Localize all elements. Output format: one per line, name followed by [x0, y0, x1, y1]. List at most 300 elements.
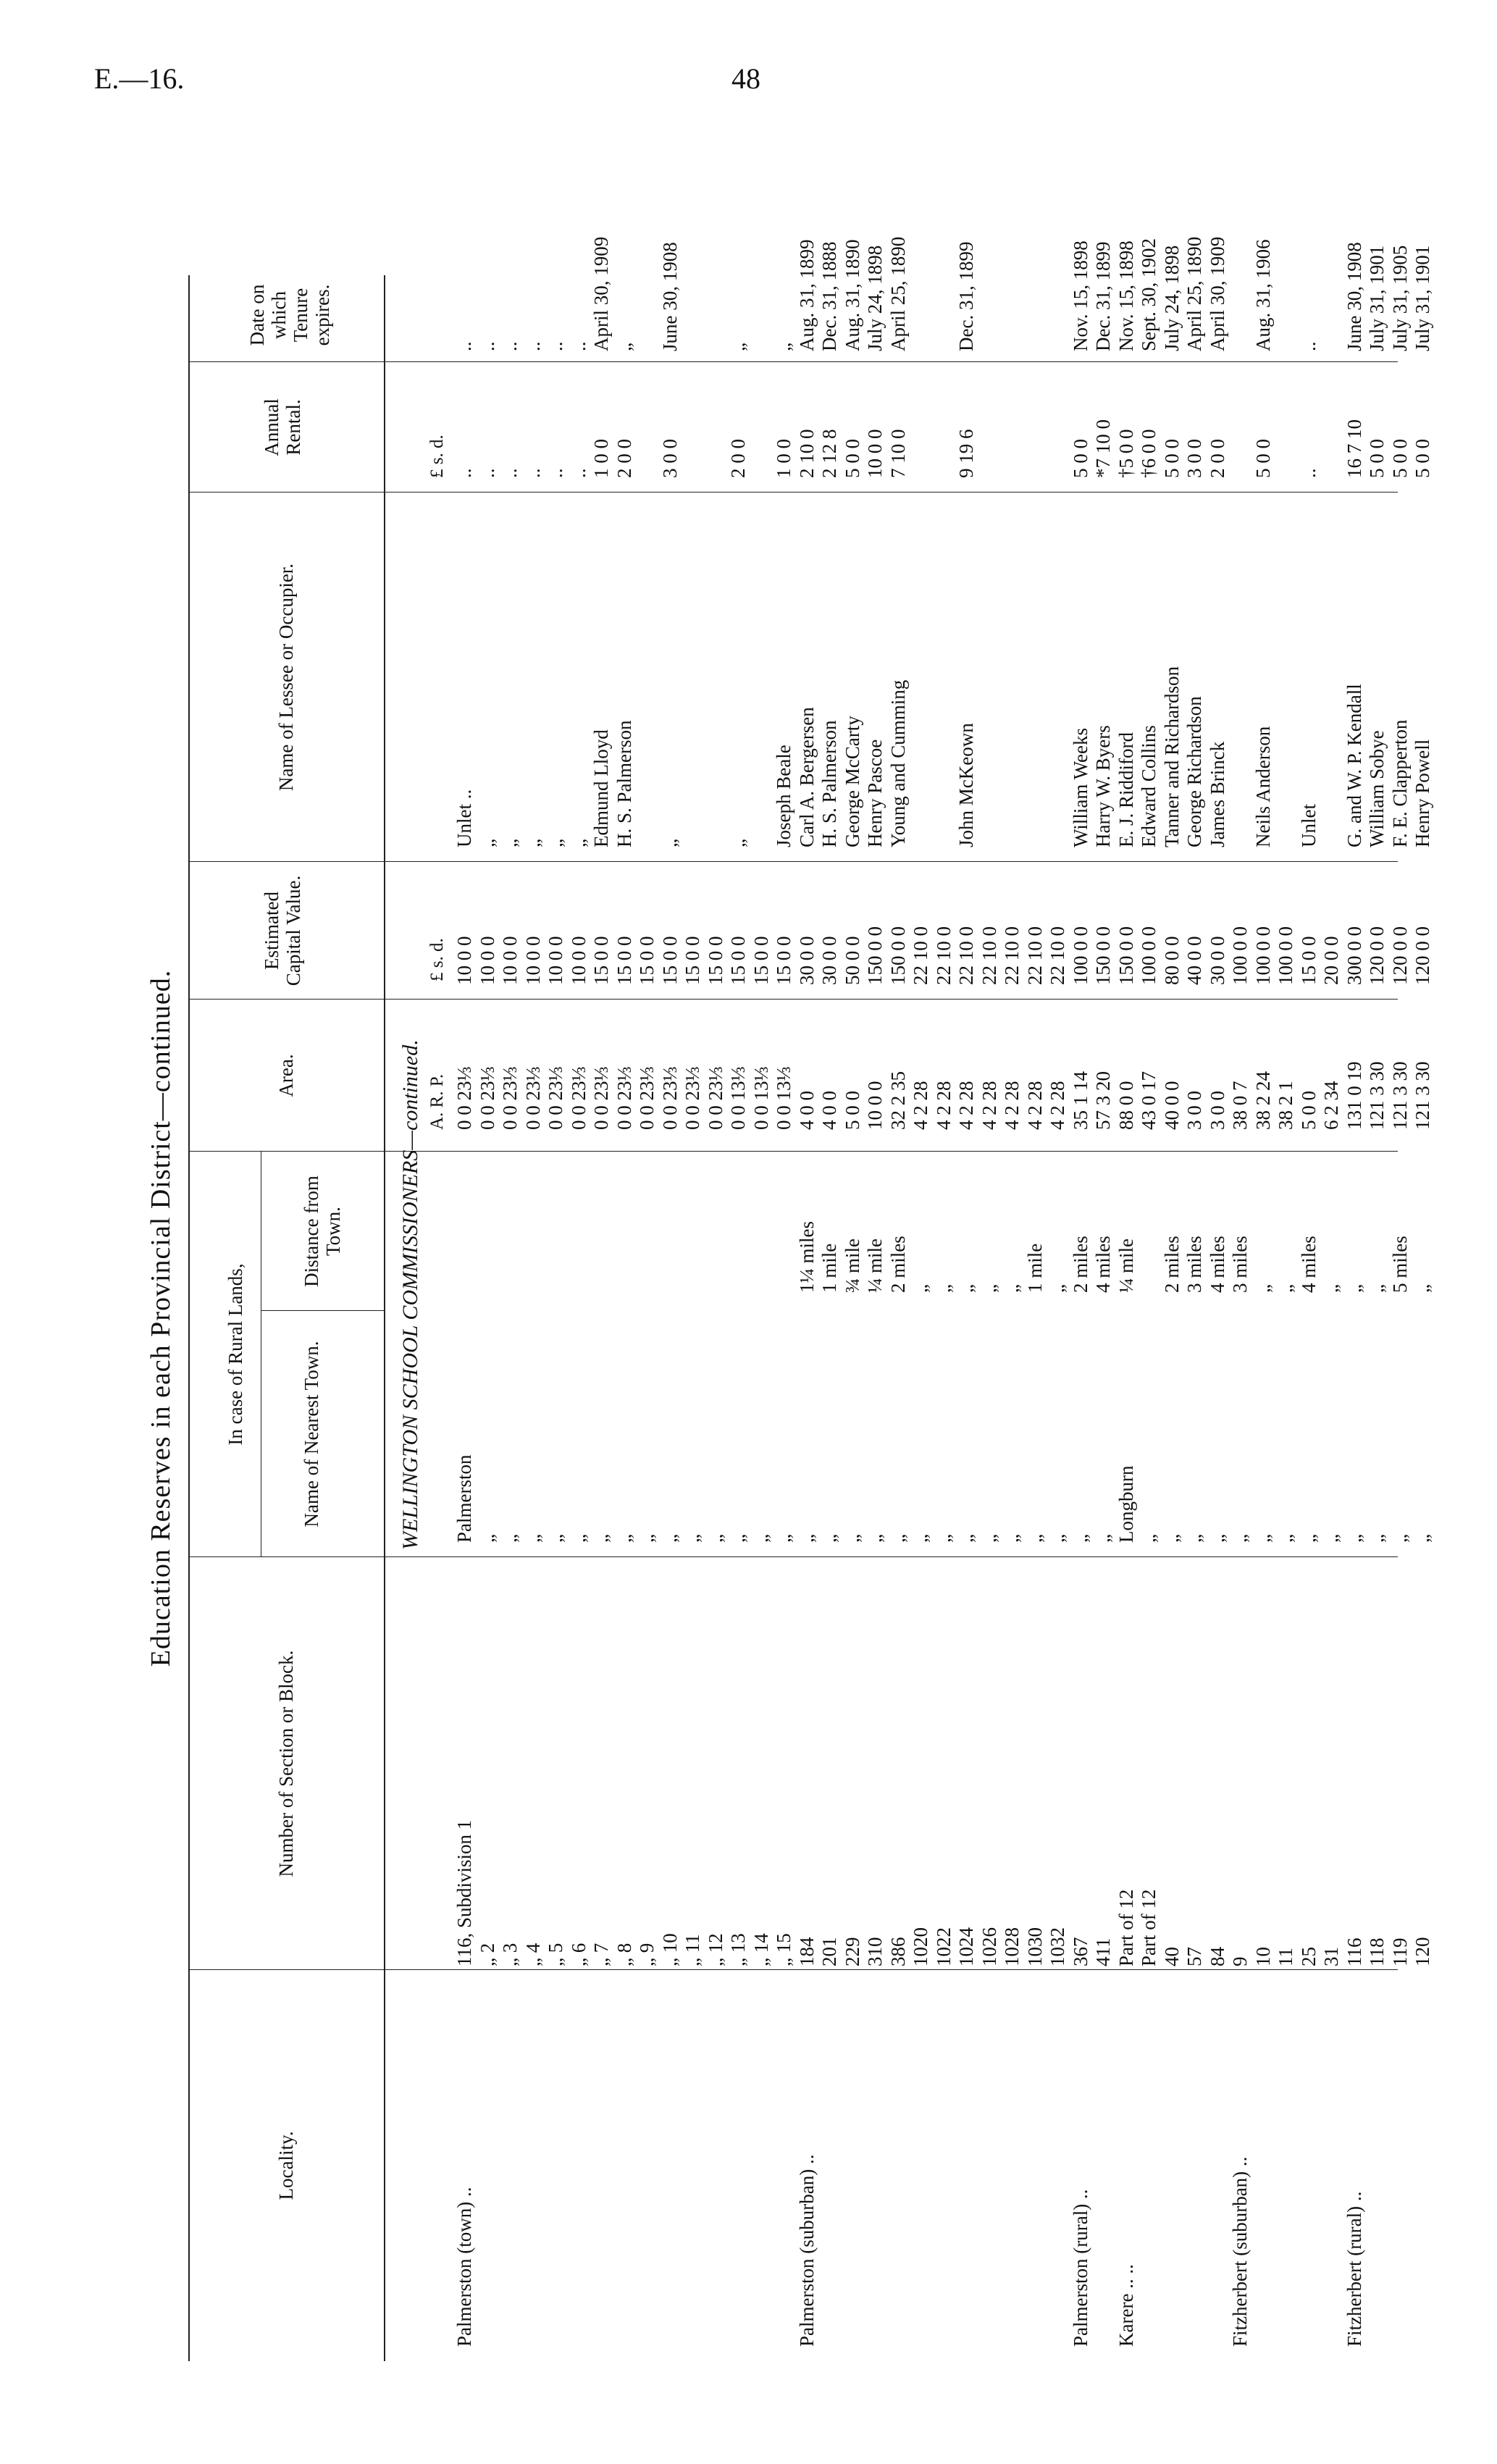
cell-area: 38 2 24: [1251, 1071, 1274, 1130]
table-row: [955, 241, 978, 2361]
col-header-number: Number of Section or Block.: [275, 1650, 297, 1877]
cell-less: Henry Powell: [1412, 739, 1433, 847]
table-row: [909, 275, 933, 2361]
cell-num: 57: [1183, 1947, 1205, 1966]
table-row: [1274, 275, 1298, 2361]
cell-num: 201: [818, 1937, 840, 1966]
cell-cap: 100 0 0: [1138, 926, 1160, 985]
cell-num: „ 2: [476, 1943, 498, 1966]
cell-dist: „: [955, 1284, 977, 1293]
rotated-table: [145, 101, 1433, 2361]
cell-num: 10: [1251, 1947, 1274, 1966]
cell-loc: Fitzherbert (suburban) ..: [1229, 2156, 1251, 2347]
table-row: [521, 275, 545, 2361]
cell-rent: 2 10 0: [795, 429, 818, 478]
cell-date: July 31, 1901: [1412, 245, 1433, 351]
cell-area: 5 0 0: [841, 1091, 863, 1130]
cell-cap: 10 0 0: [476, 936, 498, 985]
cell-num: „ 14: [750, 1933, 772, 1966]
cell-rent: †5 0 0: [1115, 429, 1137, 478]
cell-num: 25: [1297, 1947, 1320, 1966]
col-header-lessee: Name of Lessee or Occupier.: [275, 563, 297, 792]
cell-num: 116: [1343, 1937, 1365, 1966]
table-row: [567, 275, 591, 2361]
cell-rent: 5 0 0: [1412, 439, 1433, 478]
cell-town: „: [521, 1534, 544, 1543]
cell-cap: 10 0 0: [521, 936, 544, 985]
cell-cap: 30 0 0: [1206, 936, 1228, 985]
cell-town: „: [773, 1534, 794, 1543]
cell-cap: 10 0 0: [545, 936, 566, 985]
col-header-capital: Estimated Capital Value.: [261, 875, 304, 986]
cell-town: „: [1160, 1534, 1183, 1543]
table-row: [1206, 236, 1230, 2361]
cell-num: 40: [1160, 1947, 1183, 1966]
col-header-locality: Locality.: [275, 2131, 297, 2200]
cell-less: G. and W. P. Kendall: [1343, 684, 1365, 847]
cell-date: „: [727, 343, 749, 351]
table-row: [453, 275, 477, 2361]
table-row: [1023, 275, 1047, 2361]
cell-num: 411: [1092, 1937, 1114, 1966]
cell-num: 1030: [1023, 1927, 1046, 1966]
section-subtitle: WELLINGTON SCHOOL COMMISSIONERS—continued.: [398, 1039, 422, 1550]
cell-num: 1028: [1001, 1927, 1023, 1966]
cell-cap: 15 0 0: [727, 936, 749, 985]
cell-num: „ 3: [499, 1943, 521, 1966]
cell-cap: 10 0 0: [567, 936, 590, 985]
cell-dist: 2 miles: [1160, 1236, 1183, 1293]
cell-area: 6 2 34: [1320, 1081, 1342, 1130]
col-header-area: Area.: [275, 1054, 297, 1097]
table-row: [932, 275, 956, 2361]
table-row: [1160, 245, 1184, 2361]
cell-dist: „: [1343, 1284, 1365, 1293]
cell-town: „: [590, 1534, 612, 1543]
cell-num: 31: [1320, 1947, 1342, 1966]
cell-less: „: [476, 839, 498, 847]
cell-date: Nov. 15, 1898: [1115, 240, 1137, 351]
table-row: [1091, 241, 1115, 2361]
cell-dist: „: [910, 1284, 931, 1293]
cell-area: 0 0 23⅓: [613, 1066, 635, 1130]
cell-num: 11: [1275, 1948, 1296, 1966]
cell-town: „: [1001, 1534, 1023, 1543]
cell-town: „: [1183, 1534, 1205, 1543]
cell-rent: ..: [567, 468, 590, 478]
cell-date: Sept. 30, 1902: [1138, 238, 1160, 351]
cell-less: William Weeks: [1069, 728, 1091, 847]
cell-date: July 24, 1898: [1160, 245, 1183, 351]
cell-less: H. S. Palmerson: [613, 720, 635, 847]
cell-town: „: [978, 1534, 1000, 1543]
cell-town: Palmerston: [453, 1454, 475, 1543]
cell-area: 4 2 28: [955, 1081, 977, 1130]
cell-less: Unlet ..: [453, 789, 475, 847]
cell-num: 1024: [955, 1927, 977, 1966]
cell-area: 32 2 35: [886, 1071, 909, 1130]
cell-num: „ 12: [704, 1933, 726, 1966]
cell-area: 0 0 23⅓: [682, 1066, 703, 1130]
cell-loc: Palmerston (suburban) ..: [795, 2154, 818, 2347]
cell-dist: ¼ mile: [1115, 1239, 1137, 1293]
table-row: [886, 236, 910, 2361]
cell-num: 119: [1388, 1937, 1411, 1966]
units-capital: £ s. d.: [427, 938, 447, 981]
cell-dist: 1 mile: [1023, 1243, 1046, 1293]
cell-rent: 2 0 0: [1206, 439, 1228, 478]
page-number: 48: [731, 62, 760, 95]
cell-date: July 31, 1905: [1388, 245, 1411, 351]
cell-town: „: [1388, 1534, 1411, 1543]
cell-town: „: [1297, 1534, 1320, 1543]
cell-town: „: [1343, 1534, 1365, 1543]
cell-date: Aug. 31, 1890: [841, 239, 863, 351]
table-row: [1320, 275, 1343, 2361]
cell-town: „: [1138, 1534, 1160, 1543]
cell-num: „ 6: [567, 1943, 590, 1966]
cell-less: „: [545, 839, 566, 847]
cell-town: „: [636, 1534, 658, 1543]
cell-less: „: [567, 839, 590, 847]
cell-area: 10 0 0: [864, 1081, 886, 1130]
cell-num: 1026: [978, 1927, 1000, 1966]
cell-area: 3 0 0: [1183, 1091, 1205, 1130]
cell-town: „: [841, 1534, 863, 1543]
cell-area: 5 0 0: [1297, 1091, 1320, 1130]
cell-dist: 3 miles: [1229, 1236, 1251, 1293]
cell-less: H. S. Palmerson: [818, 720, 840, 847]
cell-area: 4 2 28: [1047, 1081, 1068, 1130]
cell-date: „: [613, 343, 635, 351]
cell-less: Henry Pascoe: [864, 739, 886, 847]
cell-num: 1022: [932, 1927, 955, 1966]
cell-rent: 5 0 0: [841, 439, 863, 478]
cell-cap: 120 0 0: [1412, 926, 1433, 985]
cell-cap: 150 0 0: [1092, 926, 1114, 985]
cell-cap: 10 0 0: [453, 936, 475, 985]
cell-area: 35 1 14: [1069, 1071, 1091, 1130]
cell-area: 38 2 1: [1275, 1081, 1296, 1130]
cell-num: „ 7: [590, 1943, 612, 1966]
cell-area: 4 2 28: [932, 1081, 955, 1130]
table-row: [726, 275, 750, 2361]
table-row: [1000, 275, 1024, 2361]
cell-area: 0 0 23⅓: [567, 1066, 590, 1130]
cell-date: Dec. 31, 1899: [955, 241, 977, 351]
cell-town: „: [1047, 1534, 1068, 1543]
cell-town: „: [476, 1534, 498, 1543]
cell-cap: 22 10 0: [910, 926, 931, 985]
cell-area: 0 0 23⅓: [704, 1066, 726, 1130]
table-top-rule: [188, 275, 190, 2361]
cell-area: 0 0 13⅓: [750, 1066, 772, 1130]
cell-num: 118: [1366, 1937, 1388, 1966]
cell-date: ..: [1297, 341, 1320, 351]
col-header-rural: In case of Rural Lands,: [225, 1263, 246, 1446]
cell-rent: 1 0 0: [590, 439, 612, 478]
cell-dist: ¾ mile: [841, 1239, 863, 1293]
cell-rent: 16 7 10: [1343, 419, 1365, 478]
cell-dist: 3 miles: [1183, 1236, 1205, 1293]
cell-cap: 30 0 0: [795, 936, 818, 985]
table-row: [1069, 240, 1093, 2361]
cell-town: „: [955, 1534, 977, 1543]
cell-rent: 9 19 6: [955, 429, 977, 478]
cell-area: 4 2 28: [910, 1081, 931, 1130]
cell-rent: ..: [476, 468, 498, 478]
cell-less: George McCarty: [841, 716, 863, 847]
cell-less: George Richardson: [1183, 696, 1205, 847]
cell-cap: 15 0 0: [750, 936, 772, 985]
cell-less: William Sobye: [1366, 730, 1388, 847]
cell-less: Edmund Lloyd: [590, 729, 612, 847]
cell-cap: 15 0 0: [682, 936, 703, 985]
cell-less: Joseph Beale: [773, 745, 794, 847]
cell-loc: Karere .. ..: [1115, 2264, 1137, 2347]
cell-num: 367: [1069, 1937, 1091, 1966]
cell-less: Carl A. Bergersen: [795, 707, 818, 847]
cell-rent: *7 10 0: [1092, 419, 1114, 478]
cell-date: ..: [521, 341, 544, 351]
cell-date: Nov. 15, 1898: [1069, 240, 1091, 351]
cell-town: „: [1251, 1534, 1274, 1543]
cell-cap: 120 0 0: [1366, 926, 1388, 985]
cell-cap: 22 10 0: [1001, 926, 1023, 985]
cell-town: „: [1320, 1534, 1342, 1543]
cell-cap: 300 0 0: [1343, 926, 1365, 985]
page-code: E.—16.: [94, 62, 185, 95]
table-row: [1251, 239, 1275, 2361]
cell-num: Part of 12: [1138, 1889, 1160, 1966]
cell-dist: „: [932, 1284, 955, 1293]
cell-dist: 4 miles: [1206, 1236, 1228, 1293]
table-row: [863, 245, 887, 2361]
cell-area: 40 0 0: [1160, 1081, 1183, 1130]
cell-area: 4 2 28: [1023, 1081, 1046, 1130]
cell-area: 121 3 30: [1412, 1061, 1433, 1130]
table-row: [681, 275, 705, 2361]
cell-cap: 15 0 0: [1297, 936, 1320, 985]
cell-area: 0 0 23⅓: [453, 1066, 475, 1130]
cell-date: ..: [545, 341, 566, 351]
cell-town: Longburn: [1115, 1465, 1137, 1543]
table-row: [841, 239, 865, 2361]
table-row: [704, 275, 728, 2361]
header-bottom-rule: [384, 275, 385, 2361]
cell-dist: „: [1412, 1284, 1433, 1293]
cell-rent: †6 0 0: [1138, 429, 1160, 478]
cell-less: James Brinck: [1206, 741, 1228, 847]
cell-date: Aug. 31, 1899: [795, 239, 818, 351]
cell-dist: „: [1275, 1284, 1296, 1293]
table-row: [635, 275, 659, 2361]
cell-less: „: [658, 839, 681, 847]
cell-dist: 1 mile: [818, 1243, 840, 1293]
cell-area: 0 0 23⅓: [590, 1066, 612, 1130]
cell-town: „: [682, 1534, 703, 1543]
cell-date: ..: [567, 341, 590, 351]
table-row: [1046, 275, 1070, 2361]
cell-less: „: [521, 839, 544, 847]
cell-less: F. E. Clapperton: [1388, 719, 1411, 847]
cell-area: 121 3 30: [1366, 1061, 1388, 1130]
cell-rent: 3 0 0: [658, 439, 681, 478]
table-row: [1183, 236, 1207, 2361]
cell-cap: 150 0 0: [1115, 926, 1137, 985]
cell-rent: 5 0 0: [1251, 439, 1274, 478]
cell-rent: 7 10 0: [886, 429, 909, 478]
cell-cap: 150 0 0: [886, 926, 909, 985]
cell-num: 116, Subdivision 1: [453, 1819, 475, 1966]
cell-area: 0 0 23⅓: [636, 1066, 658, 1130]
cell-cap: 80 0 0: [1160, 936, 1183, 985]
cell-town: „: [567, 1534, 590, 1543]
units-rental: £ s. d.: [427, 435, 447, 478]
cell-dist: 1¼ miles: [795, 1221, 818, 1293]
cell-area: 121 3 30: [1388, 1061, 1411, 1130]
table-row: [544, 275, 568, 2361]
cell-num: 120: [1412, 1937, 1433, 1966]
table-row: [978, 275, 1002, 2361]
cell-rent: 2 0 0: [727, 439, 749, 478]
cell-date: April 25, 1890: [886, 236, 909, 351]
cell-town: „: [1023, 1534, 1046, 1543]
cell-num: „ 8: [613, 1943, 635, 1966]
cell-area: 0 0 23⅓: [499, 1066, 521, 1130]
cell-cap: 15 0 0: [658, 936, 681, 985]
cell-num: 229: [841, 1937, 863, 1966]
cell-date: July 24, 1898: [864, 245, 886, 351]
cell-dist: „: [1001, 1284, 1023, 1293]
cell-date: ..: [453, 341, 475, 351]
cell-town: „: [658, 1534, 681, 1543]
cell-town: „: [499, 1534, 521, 1543]
cell-area: 0 0 23⅓: [658, 1066, 681, 1130]
cell-area: 88 0 0: [1115, 1081, 1137, 1130]
cell-rent: 5 0 0: [1160, 439, 1183, 478]
cell-area: 38 0 7: [1229, 1081, 1251, 1130]
cell-date: Aug. 31, 1906: [1251, 239, 1274, 351]
cell-num: 1032: [1047, 1927, 1068, 1966]
cell-cap: 15 0 0: [613, 936, 635, 985]
cell-less: Edward Collins: [1138, 725, 1160, 847]
cell-date: ..: [499, 341, 521, 351]
cell-num: „ 5: [545, 1943, 566, 1966]
table-row: [1115, 240, 1139, 2361]
cell-town: „: [886, 1534, 909, 1543]
cell-less: Young and Cumming: [886, 679, 909, 847]
table-row: [498, 275, 522, 2361]
cell-num: „ 15: [773, 1933, 794, 1966]
cell-cap: 15 0 0: [704, 936, 726, 985]
cell-cap: 15 0 0: [590, 936, 612, 985]
units-area: A. R. P.: [427, 1073, 447, 1130]
cell-dist: 4 miles: [1297, 1236, 1320, 1293]
cell-rent: ..: [521, 468, 544, 478]
cell-cap: 30 0 0: [818, 936, 840, 985]
cell-cap: 50 0 0: [841, 936, 863, 985]
col-header-town: Name of Nearest Town.: [301, 1341, 322, 1528]
cell-town: „: [795, 1534, 818, 1543]
cell-town: „: [1092, 1534, 1114, 1543]
cell-num: „ 4: [521, 1943, 544, 1966]
cell-num: „ 9: [636, 1943, 658, 1966]
cell-less: „: [727, 839, 749, 847]
cell-town: „: [1412, 1534, 1433, 1543]
cell-rent: 5 0 0: [1388, 439, 1411, 478]
cell-date: April 30, 1909: [590, 236, 612, 351]
cell-town: „: [1069, 1534, 1091, 1543]
cell-rent: ..: [545, 468, 566, 478]
table-row: [1297, 275, 1321, 2361]
cell-cap: 40 0 0: [1183, 936, 1205, 985]
cell-date: July 31, 1901: [1366, 245, 1388, 351]
table-row: [1388, 245, 1412, 2361]
cell-cap: 20 0 0: [1320, 936, 1342, 985]
cell-area: 0 0 23⅓: [545, 1066, 566, 1130]
cell-cap: 100 0 0: [1251, 926, 1274, 985]
cell-cap: 22 10 0: [932, 926, 955, 985]
cell-date: June 30, 1908: [658, 242, 681, 351]
cell-town: „: [545, 1534, 566, 1543]
cell-less: Harry W. Byers: [1092, 725, 1114, 847]
table-row: [1137, 238, 1161, 2361]
table-row: [476, 275, 500, 2361]
cell-date: Dec. 31, 1899: [1092, 241, 1114, 351]
cell-rent: 2 0 0: [613, 439, 635, 478]
cell-area: 43 0 17: [1138, 1071, 1160, 1130]
col-header-distance: Distance from Town.: [301, 1176, 344, 1287]
table-row: [658, 242, 682, 2361]
table-row: [750, 275, 773, 2361]
cell-rent: 3 0 0: [1183, 439, 1205, 478]
cell-area: 4 2 28: [1001, 1081, 1023, 1130]
cell-dist: „: [1366, 1284, 1388, 1293]
cell-area: 0 0 23⅓: [476, 1066, 498, 1130]
cell-area: 3 0 0: [1206, 1091, 1228, 1130]
cell-cap: 22 10 0: [955, 926, 977, 985]
cell-num: „ 13: [727, 1933, 749, 1966]
cell-loc: Fitzherbert (rural) ..: [1343, 2191, 1365, 2347]
cell-date: June 30, 1908: [1343, 242, 1365, 351]
cell-dist: 5 miles: [1388, 1236, 1411, 1293]
cell-dist: „: [1320, 1284, 1342, 1293]
cell-less: John McKeown: [955, 723, 977, 847]
cell-num: 184: [795, 1937, 818, 1966]
table-title: Education Reserves in each Provincial District—continued.: [146, 969, 176, 1667]
cell-town: „: [1366, 1534, 1388, 1543]
cell-num: „ 10: [658, 1933, 681, 1966]
cell-num: 310: [864, 1937, 886, 1966]
cell-less: E. J. Riddiford: [1115, 732, 1137, 847]
cell-area: 0 0 23⅓: [521, 1066, 544, 1130]
cell-rent: 1 0 0: [773, 439, 794, 478]
cell-less: „: [499, 839, 521, 847]
cell-town: „: [864, 1534, 886, 1543]
cell-date: April 30, 1909: [1206, 236, 1228, 351]
cell-cap: 120 0 0: [1388, 926, 1411, 985]
cell-town: „: [704, 1534, 726, 1543]
cell-area: 4 0 0: [818, 1091, 840, 1130]
cell-cap: 150 0 0: [864, 926, 886, 985]
cell-num: 9: [1229, 1956, 1251, 1966]
cell-date: „: [773, 343, 794, 351]
cell-town: „: [910, 1534, 931, 1543]
cell-area: 0 0 13⅓: [727, 1066, 749, 1130]
cell-loc: Palmerston (town) ..: [453, 2187, 475, 2347]
cell-dist: „: [1251, 1284, 1274, 1293]
